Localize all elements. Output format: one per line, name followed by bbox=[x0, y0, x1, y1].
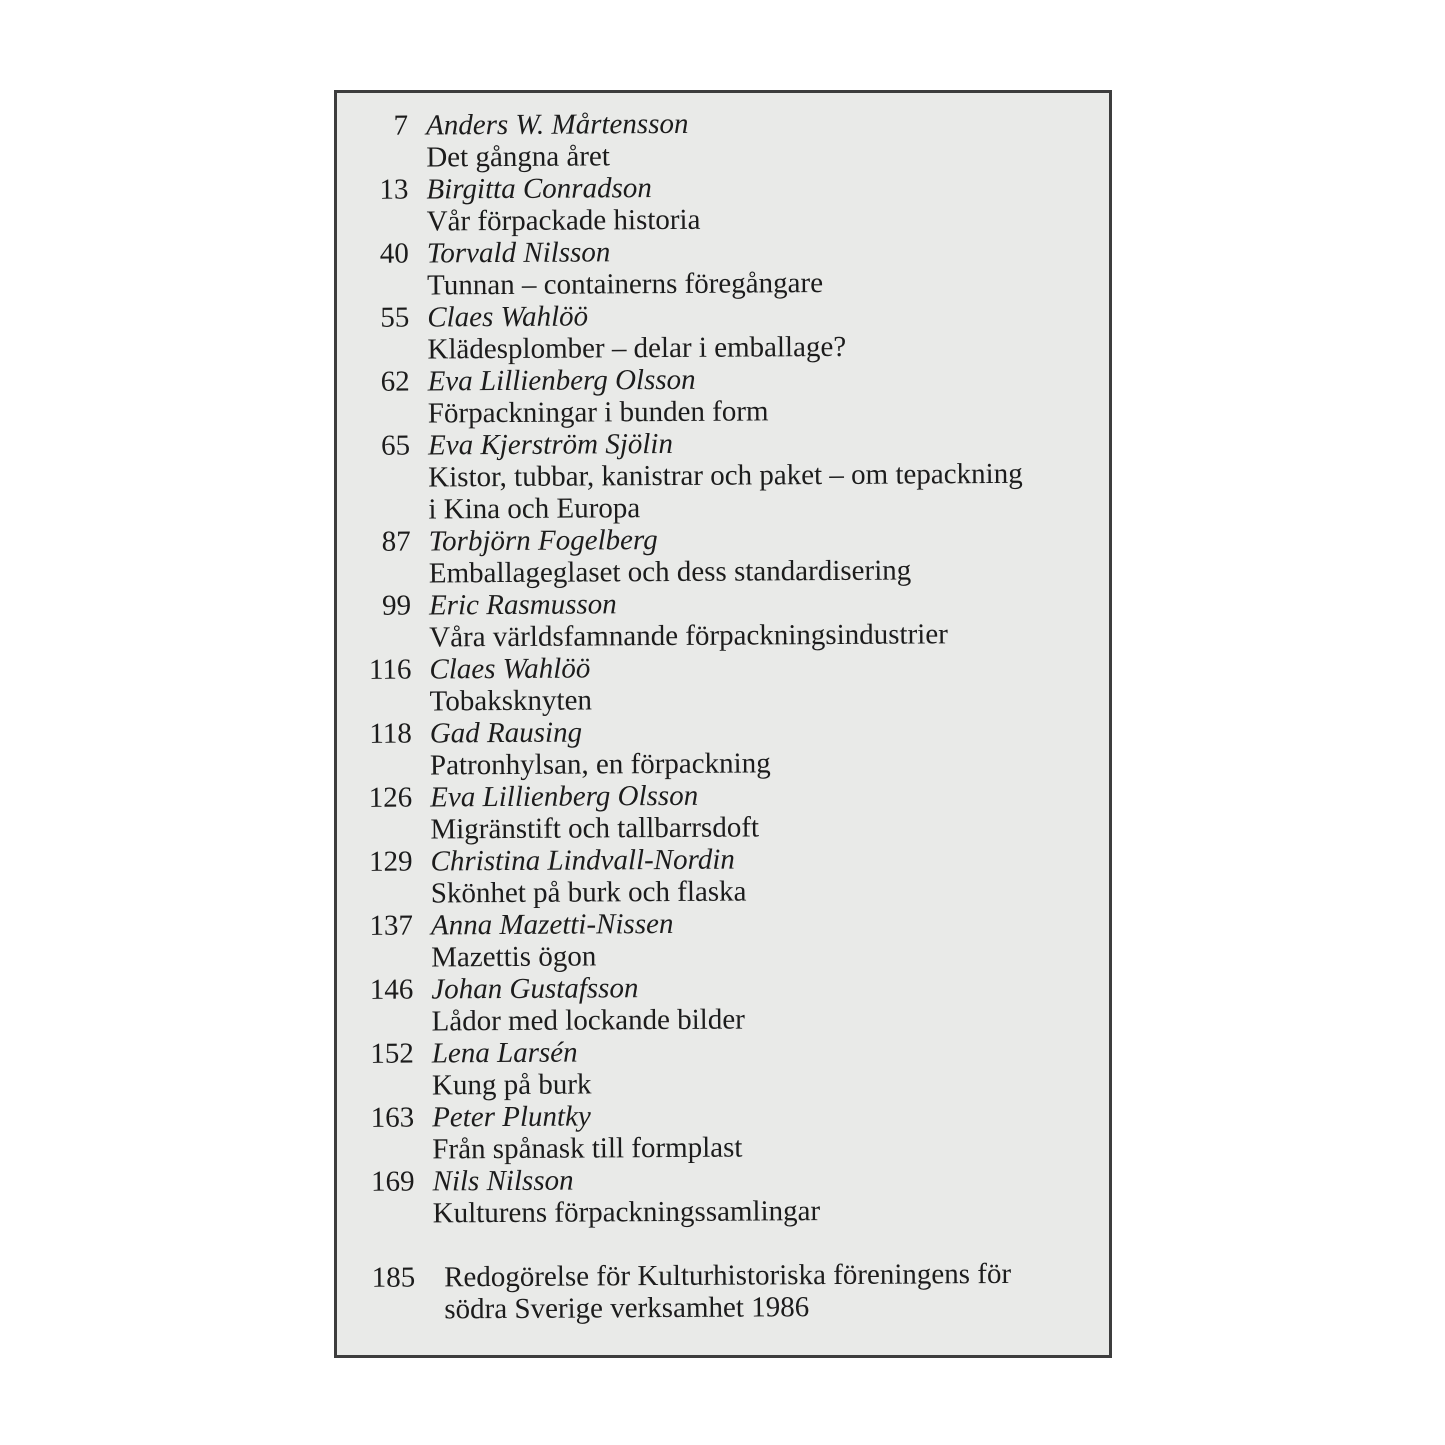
author-name: Torbjörn Fogelberg bbox=[428, 524, 658, 558]
article-title: Förpackningar i bunden form bbox=[427, 395, 769, 430]
toc-entries bbox=[337, 105, 1116, 1230]
page-number: 99 bbox=[381, 589, 412, 622]
toc-entry bbox=[343, 1097, 1115, 1166]
article-title: Emballageglaset och dess standardisering bbox=[428, 554, 912, 590]
toc-entry bbox=[341, 777, 1113, 846]
toc-entry bbox=[340, 649, 1112, 718]
author-name: Eva Kjerström Sjölin bbox=[427, 427, 674, 462]
article-title: Klädesplomber – delar i emballage? bbox=[427, 330, 847, 366]
toc-entry bbox=[341, 713, 1113, 782]
page-number: 169 bbox=[370, 1165, 415, 1198]
author-name: Eric Rasmusson bbox=[428, 588, 617, 622]
article-title: Från spånask till formplast bbox=[432, 1131, 743, 1166]
table-of-contents bbox=[337, 105, 1116, 1326]
toc-entry bbox=[343, 1033, 1115, 1102]
author-name: Claes Wahlöö bbox=[427, 300, 589, 334]
author-name: Peter Pluntky bbox=[432, 1100, 591, 1134]
page-number: 126 bbox=[368, 781, 413, 814]
author-name: Anna Mazetti-Nissen bbox=[430, 907, 674, 942]
page-number: 87 bbox=[381, 525, 411, 558]
page-number: 129 bbox=[368, 845, 413, 878]
page-number: 13 bbox=[379, 173, 409, 206]
article-title: Tunnan – containerns föregångare bbox=[426, 267, 824, 302]
toc-entry bbox=[340, 521, 1112, 590]
author-name: Eva Lillienberg Olsson bbox=[430, 779, 699, 814]
toc-entry bbox=[338, 233, 1110, 302]
author-name: Birgitta Conradson bbox=[426, 172, 652, 206]
page-number: 7 bbox=[393, 109, 409, 142]
article-title: Det gångna året bbox=[426, 140, 610, 174]
article-title: Kung på burk bbox=[431, 1068, 592, 1102]
author-name: Anders W. Mårtensson bbox=[425, 107, 689, 142]
author-name: Torvald Nilsson bbox=[426, 236, 611, 270]
page-number: 118 bbox=[369, 717, 412, 750]
author-name: Christina Lindvall-Nordin bbox=[430, 843, 735, 878]
article-title: Mazettis ögon bbox=[431, 940, 597, 974]
article-title: Vår förpackade historia bbox=[426, 203, 701, 238]
author-name: Nils Nilsson bbox=[432, 1164, 574, 1198]
page-number: 163 bbox=[370, 1101, 415, 1134]
toc-entry bbox=[339, 361, 1111, 430]
toc-entry bbox=[343, 1161, 1115, 1230]
author-name: Eva Lillienberg Olsson bbox=[427, 363, 696, 398]
toc-entry bbox=[340, 585, 1112, 654]
article-title: Lådor med lockande bilder bbox=[431, 1003, 745, 1038]
article-title: Redogörelse för Kulturhistoriska föreningens för södra Sverige verksamhet 1986 bbox=[444, 1257, 1012, 1326]
author-name: Claes Wahlöö bbox=[429, 652, 591, 686]
page-number: 185 bbox=[371, 1261, 416, 1294]
page-number: 62 bbox=[380, 365, 410, 398]
page-number: 40 bbox=[379, 237, 409, 270]
article-title: Patronhylsan, en förpackning bbox=[429, 747, 771, 782]
author-name: Johan Gustafsson bbox=[431, 972, 639, 1006]
article-title: Migränstift och tallbarrsdoft bbox=[430, 811, 760, 846]
page-number: 152 bbox=[370, 1037, 414, 1070]
author-name: Gad Rausing bbox=[429, 716, 583, 750]
article-title: Tobaksknyten bbox=[429, 684, 592, 718]
toc-entry bbox=[337, 169, 1109, 238]
article-title: Kistor, tubbar, kanistrar och paket – om tepackning i Kina och Europa bbox=[428, 457, 1023, 526]
toc-entry bbox=[342, 969, 1114, 1038]
toc-entry bbox=[341, 841, 1113, 910]
book-page bbox=[334, 90, 1112, 1358]
article-title: Våra världsfamnande förpackningsindustrier bbox=[429, 618, 948, 654]
page-number: 55 bbox=[380, 301, 410, 334]
page-number: 116 bbox=[368, 653, 412, 686]
toc-entry-final bbox=[344, 1257, 1116, 1326]
author-name: Lena Larsén bbox=[431, 1036, 578, 1070]
article-title: Kulturens förpackningssamlingar bbox=[432, 1195, 821, 1230]
page-number: 146 bbox=[369, 973, 414, 1006]
article-title: Skönhet på burk och flaska bbox=[430, 875, 747, 910]
page-number: 65 bbox=[380, 429, 411, 462]
toc-entry bbox=[342, 905, 1114, 974]
toc-entry bbox=[337, 105, 1109, 174]
page-number: 137 bbox=[369, 909, 414, 942]
toc-entry bbox=[338, 297, 1110, 366]
toc-entry bbox=[339, 425, 1112, 526]
